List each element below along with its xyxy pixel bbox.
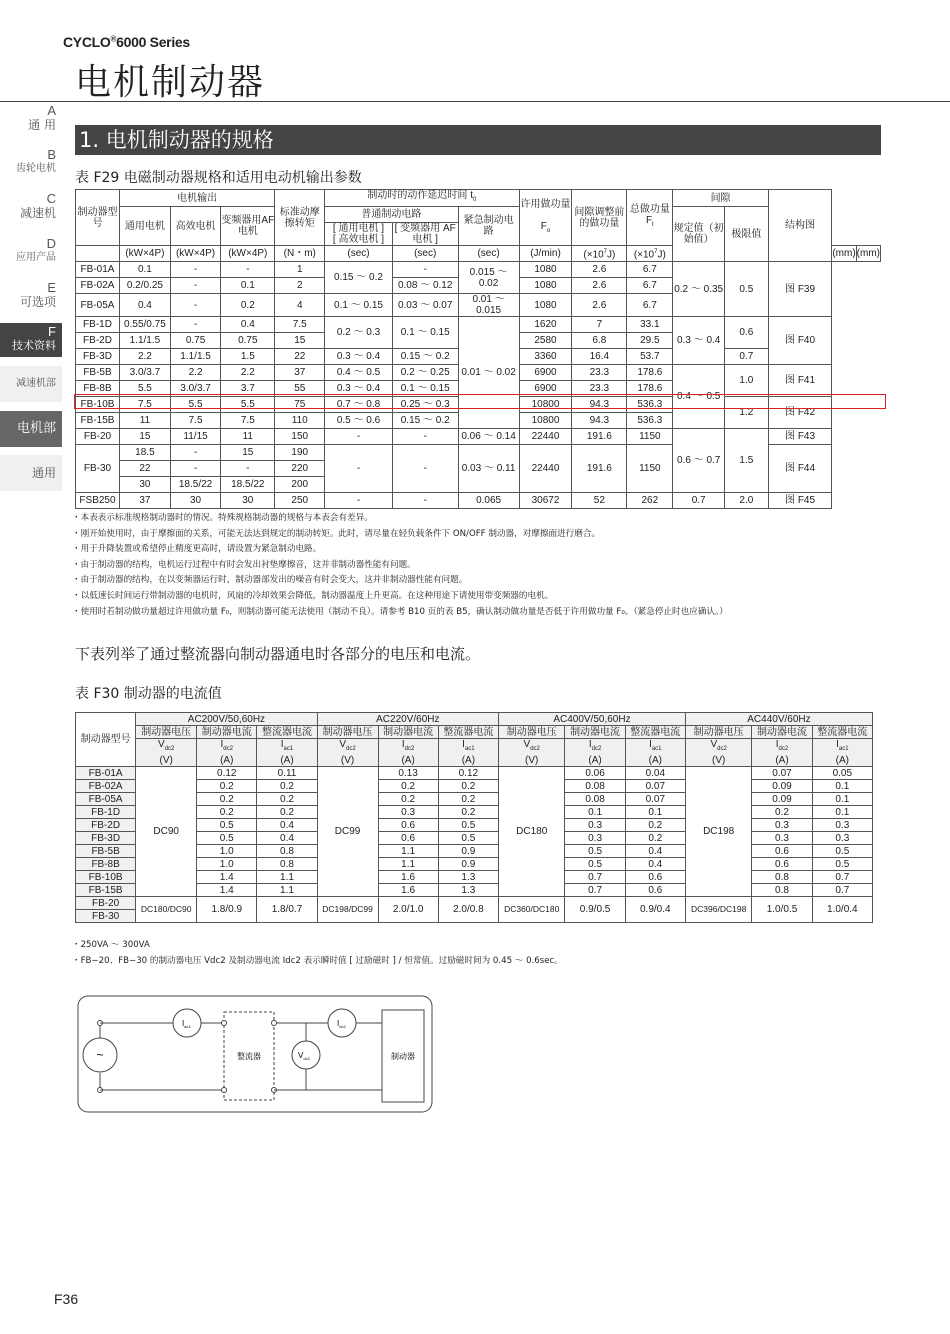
table-cell: DC198/DC99 — [317, 897, 378, 923]
col-delay: 制动时的动作延迟时间 $t_0$ — [325, 190, 519, 207]
sidebar-item-common[interactable]: 通用 — [0, 455, 62, 491]
table-cell: 0.2 — [625, 819, 685, 832]
table-cell: DC180/DC90 — [136, 897, 197, 923]
col-brake-voltage: 制动器电压 — [498, 726, 564, 739]
col-gap-work: 间隙调整前的做功量 — [572, 190, 627, 246]
table-cell: 0.7 — [565, 871, 625, 884]
table-cell: 0.09 — [752, 793, 812, 806]
table-cell: 0.4 — [625, 858, 685, 871]
table-cell: 0.5 — [438, 832, 498, 845]
col-figure: 结构图 — [768, 190, 832, 262]
voltage-cell: DC198 — [685, 767, 751, 897]
table-cell: 0.8 — [752, 871, 812, 884]
table-cell: 0.5 — [565, 845, 625, 858]
table-cell: 0.5 — [812, 845, 872, 858]
model-cell: FB-1D — [76, 806, 136, 819]
col-brake-current: 制动器电流 — [565, 726, 625, 739]
table-cell: 0.3 — [812, 819, 872, 832]
table-cell: 0.7 — [812, 884, 872, 897]
unit-cell: $I_{dc2}$ (A) — [378, 739, 438, 767]
unit-cell: $V_{dc2}$ (V) — [317, 739, 378, 767]
table-cell: 1.6 — [378, 871, 438, 884]
table-cell: 0.2 — [197, 806, 257, 819]
table-cell: 1.3 — [438, 884, 498, 897]
col-group-1: AC220V/60Hz — [317, 713, 498, 726]
model-cell: FB-2D — [76, 819, 136, 832]
unit: (mm) — [856, 246, 880, 262]
unit-cell: $I_{dc2}$ (A) — [565, 739, 625, 767]
table-cell: 0.2 — [197, 780, 257, 793]
sidebar-item-general[interactable]: A 通 用 — [28, 103, 56, 132]
model-cell: FB-15B — [76, 884, 136, 897]
section-title: 1. 电机制动器的规格 — [75, 125, 881, 155]
sidebar-item-options[interactable]: E 可选项 — [19, 280, 56, 309]
table-cell: 1.0/0.5 — [752, 897, 812, 923]
table-cell: 0.06 — [565, 767, 625, 780]
table-row-highlighted: FB-10B 7.5 5.5 5.5 75 0.7 ～ 0.8 0.25 ～ 0.3 10800 94.3 536.3 1.2 图 F42 — [76, 397, 881, 413]
table-cell: 0.2 — [378, 780, 438, 793]
table-row: FB-5B 3.0/3.7 2.2 2.2 37 0.4 ～ 0.5 0.2 ～ 0.25 6900 23.3 178.6 0.4 ～ 0.5 1.0 图 F41 — [76, 365, 881, 381]
unit: (sec) — [458, 246, 519, 262]
col-brake-voltage: 制动器电压 — [136, 726, 197, 739]
table-cell: 0.5 — [197, 819, 257, 832]
unit: (kW×4P) — [120, 246, 171, 262]
unit-cell: $I_{dc2}$ (A) — [752, 739, 812, 767]
col-brake-voltage: 制动器电压 — [317, 726, 378, 739]
vdc2-meter-icon — [292, 1041, 320, 1069]
table-cell: DC360/DC180 — [498, 897, 564, 923]
table-cell: 0.2 — [438, 793, 498, 806]
table-cell: 0.5 — [812, 858, 872, 871]
table-cell: 1.1 — [378, 845, 438, 858]
table-cell: 0.2 — [378, 793, 438, 806]
col-brake-current: 制动器电流 — [378, 726, 438, 739]
model-cell: FB-3D — [76, 832, 136, 845]
col-gap-limit: 极限值 — [724, 207, 768, 262]
unit-model — [76, 246, 120, 262]
table-cell: 0.4 — [257, 819, 317, 832]
table-cell: 1.1 — [257, 871, 317, 884]
table-cell: 1.1 — [378, 858, 438, 871]
table-cell: 0.1 — [565, 806, 625, 819]
table-cell: 0.9/0.5 — [565, 897, 625, 923]
table-cell: 0.3 — [752, 819, 812, 832]
model-cell: FB-30 — [76, 910, 136, 923]
model-cell: FB-5B — [76, 845, 136, 858]
iac1-meter-icon — [173, 1009, 201, 1037]
col-allowable-work: 许用做功量 $F_o$ — [519, 190, 572, 246]
table-row — [76, 897, 873, 910]
ac-source-label: ~ — [96, 1048, 104, 1062]
table-cell: 1.1 — [257, 884, 317, 897]
col-model: 制动器型号 — [76, 713, 136, 767]
table-cell: 0.6 — [378, 832, 438, 845]
col-general-motor: 通用电机 — [120, 207, 171, 246]
table-cell: 0.7 — [812, 871, 872, 884]
sidebar-item-motor-part[interactable]: 电机部 — [0, 411, 62, 447]
col-brake-current: 制动器电流 — [197, 726, 257, 739]
table-cell: 1.8/0.7 — [257, 897, 317, 923]
table-cell: 0.1 — [625, 806, 685, 819]
unit-cell: $I_{ac1}$ (A) — [257, 739, 317, 767]
table-cell: 0.5 — [565, 858, 625, 871]
table-cell: 0.1 — [812, 780, 872, 793]
col-total-work: 总做功量 $F_t$ — [627, 190, 673, 246]
col-torque: 标准动摩擦转矩 — [275, 190, 325, 246]
table-cell: 0.6 — [752, 845, 812, 858]
sidebar-item-technical[interactable]: F 技术资料 — [0, 323, 62, 357]
table-cell: 0.2 — [625, 832, 685, 845]
unit: (kW×4P) — [170, 246, 221, 262]
table-cell: 0.3 — [752, 832, 812, 845]
table-cell: 0.2 — [257, 806, 317, 819]
col-normal-inverter: [ 变频器用 AF 电机 ] — [392, 223, 458, 246]
table-row: FB-20 15 11/15 11 150 - - 0.06 ～ 0.14 22440 191.6 1150 0.6 ～ 0.7 1.5 图 F43 — [76, 429, 881, 445]
table-cell: 0.2 — [257, 780, 317, 793]
table-row: FB-3D 2.2 1.1/1.5 1.5 22 0.3 ～ 0.4 0.15 ～ 0.2 3360 16.4 53.7 0.7 — [76, 349, 881, 365]
table-cell: 0.12 — [438, 767, 498, 780]
table-cell: 0.2 — [197, 793, 257, 806]
brake-current-table — [75, 712, 873, 923]
col-emergency-circuit: 紧急制动电路 — [458, 207, 519, 246]
col-normal-general: [ 通用电机 ] [ 高效电机 ] — [325, 223, 393, 246]
table-row: 22 - - 220 — [76, 461, 881, 477]
table-cell: 1.3 — [438, 871, 498, 884]
table-cell: 0.3 — [812, 832, 872, 845]
unit: (J/min) — [519, 246, 572, 262]
table-cell: 0.9 — [438, 858, 498, 871]
voltage-cell: DC90 — [136, 767, 197, 897]
page-number: F36 — [54, 1291, 79, 1307]
intro-paragraph: 下表列举了通过整流器向制动器通电时各部分的电压和电流。 — [75, 645, 481, 663]
table-cell: 1.4 — [197, 871, 257, 884]
sidebar-item-reducer[interactable]: C 减速机 — [19, 191, 56, 220]
unit: $(\times 10^7J)$ — [572, 246, 627, 262]
brake-spec-table — [75, 189, 881, 509]
voltage-cell: DC180 — [498, 767, 564, 897]
iac1-label: $I_{ac1}$ — [182, 1019, 191, 1029]
table-cell: 0.5 — [197, 832, 257, 845]
unit: (N・m) — [275, 246, 325, 262]
unit-cell: $I_{ac1}$ (A) — [625, 739, 685, 767]
table-cell: 0.08 — [565, 780, 625, 793]
col-group-2: AC400V/50,60Hz — [498, 713, 685, 726]
table-cell: 0.08 — [565, 793, 625, 806]
table-cell: 0.8 — [752, 884, 812, 897]
col-rectifier-current: 整流器电流 — [257, 726, 317, 739]
table-cell: 0.2 — [752, 806, 812, 819]
table-cell: 0.4 — [257, 832, 317, 845]
col-normal-circuit: 普通制动电路 — [325, 207, 458, 223]
table-f30-caption: 表 F30 制动器的电流值 — [75, 686, 222, 702]
table-cell: 0.6 — [752, 858, 812, 871]
table-cell: 0.09 — [752, 780, 812, 793]
model-cell: FB-01A — [76, 767, 136, 780]
table-cell: 1.4 — [197, 884, 257, 897]
table-cell: 0.07 — [625, 780, 685, 793]
unit: $(\times 10^7J)$ — [627, 246, 673, 262]
table-cell: 0.12 — [197, 767, 257, 780]
table-cell: 0.11 — [257, 767, 317, 780]
table-cell: 1.0 — [197, 858, 257, 871]
col-rectifier-current: 整流器电流 — [812, 726, 872, 739]
sidebar-item-applications[interactable]: D 应用产品 — [16, 236, 56, 263]
vdc2-label: $V_{dc2}$ — [298, 1051, 310, 1061]
unit-cell: $V_{dc2}$ (V) — [498, 739, 564, 767]
col-brake-current: 制动器电流 — [752, 726, 812, 739]
table-row: FSB250 37 30 30 250 - - 0.065 30672 52 262 0.7 2.0 图 F45 — [76, 493, 881, 509]
model-cell: FB-02A — [76, 780, 136, 793]
brake-label: 制动器 — [391, 1052, 415, 1061]
voltage-cell: DC99 — [317, 767, 378, 897]
unit-cell: $V_{dc2}$ (V) — [136, 739, 197, 767]
table-cell: 0.2 — [257, 793, 317, 806]
table-cell: 0.2 — [438, 780, 498, 793]
table-cell: 1.0 — [197, 845, 257, 858]
table-cell: 0.07 — [625, 793, 685, 806]
model-cell: FB-20 — [76, 897, 136, 910]
table-cell: 0.2 — [438, 806, 498, 819]
table-cell: 1.6 — [378, 884, 438, 897]
table-cell: 0.9/0.4 — [625, 897, 685, 923]
table-cell: 2.0/1.0 — [378, 897, 438, 923]
table-cell: 0.5 — [438, 819, 498, 832]
table-cell: 0.8 — [257, 858, 317, 871]
table-row: FB-8B 5.5 3.0/3.7 3.7 55 0.3 ～ 0.4 0.1 ～ 0.15 6900 23.3 178.6 — [76, 381, 881, 397]
idc2-meter-icon — [328, 1009, 356, 1037]
model-cell: FB-8B — [76, 858, 136, 871]
table-row: FB-01A 0.1 - - 1 0.15 ～ 0.2 - 0.015 ～ 0.02 1080 2.6 6.7 0.2 ～ 0.35 0.5 图 F39 — [76, 262, 881, 278]
table-cell: 0.6 — [625, 884, 685, 897]
table-row — [76, 767, 873, 780]
table-cell: 0.05 — [812, 767, 872, 780]
table-row: FB-2D 1.1/1.5 0.75 0.75 15 2580 6.8 29.5 — [76, 333, 881, 349]
col-rectifier-current: 整流器电流 — [438, 726, 498, 739]
table-row: FB-15B 11 7.5 7.5 110 0.5 ～ 0.6 0.15 ～ 0.2 10800 94.3 536.3 — [76, 413, 881, 429]
col-motor-output: 电机输出 — [120, 190, 275, 207]
highlight-box — [74, 394, 886, 409]
table-cell: 0.13 — [378, 767, 438, 780]
table-cell: 2.0/0.8 — [438, 897, 498, 923]
col-efficient-motor: 高效电机 — [170, 207, 221, 246]
unit: (kW×4P) — [221, 246, 275, 262]
page-title: 电机制动器 — [75, 62, 266, 103]
table-row: FB-1D 0.55/0.75 - 0.4 7.5 0.2 ～ 0.3 0.1 ～ 0.15 0.01 ～ 0.02 1620 7 33.1 0.3 ～ 0.4 0.6 图 F40 — [76, 317, 881, 333]
unit: (sec) — [325, 246, 393, 262]
col-model: 制动器型号 — [76, 190, 120, 246]
model-cell: FB-10B — [76, 871, 136, 884]
table-cell: 0.3 — [565, 819, 625, 832]
col-gap: 间隙 — [673, 190, 768, 207]
unit: (mm) — [832, 246, 856, 262]
table-cell: 0.07 — [752, 767, 812, 780]
col-inverter-motor: 变频器用AF 电机 — [221, 207, 275, 246]
header-divider — [0, 101, 950, 102]
unit-cell: $I_{ac1}$ (A) — [438, 739, 498, 767]
col-gap-spec: 规定值（初始值） — [673, 207, 725, 262]
series-title: CYCLO®6000 Series — [63, 34, 190, 50]
table-cell: 0.04 — [625, 767, 685, 780]
table-cell: 0.1 — [812, 793, 872, 806]
notes-f30: ・250VA ～ 300VA ・FB−20、FB−30 的制动器电压 Vdc2 及制动器电流 Idc2 表示瞬时值 [ 过励磁时 ] / 恒常值。过励磁时间为 0.45 ～ 0.6sec。 — [72, 940, 563, 966]
unit-cell: $I_{ac1}$ (A) — [812, 739, 872, 767]
col-brake-voltage: 制动器电压 — [685, 726, 751, 739]
table-cell: 0.4 — [625, 845, 685, 858]
sidebar-item-gearmotor[interactable]: B 齿轮电机 — [16, 147, 56, 174]
table-cell: 0.6 — [625, 871, 685, 884]
table-cell: 1.0/0.4 — [812, 897, 872, 923]
table-row: FB-30 18.5 - 15 190 - - 0.03 ～ 0.11 22440 191.6 1150 图 F44 — [76, 445, 881, 461]
notes-f29: ・本表表示标准规格制动器时的情况。特殊规格制动器的规格与本表会有差异。 ・刚开始使用时，由于摩擦面的关系，可能无法达到规定的制动转矩。此时，请尽量在轻负载条件下 ON/OFF 制动器，对摩擦面进行磨合。 ・用于升降装置或希望停止精度更高时，请设置为紧急制动电路。 ・由于制动器的结构，电机运行过程中有时会发出衬垫摩擦音，这并非制动器性能有问题。 ・由于制动器的结构，在以变频器运行时，制动器部发出的噪音有时会变大，这并非制动器性能有问题。 ・以低速长时间运行带制动器的电机时，风扇的冷却效果会降低，制动器温度上升更高。在这种用途下请使用带变频器的电机。 ・使用时若制动做功量超过许用做功量 F₀，则制动器可能无法使用（制动不良）。请参考 B10 页的表 B5，确认制动做功量是否低于许用做功量 F₀。（紧急停止时也应确认。） — [72, 513, 728, 617]
table-cell: DC396/DC198 — [685, 897, 751, 923]
table-row: FB-05A 0.4 - 0.2 4 0.1 ～ 0.15 0.03 ～ 0.07 0.01 ～ 0.015 1080 2.6 6.7 — [76, 294, 881, 317]
col-group-3: AC440V/60Hz — [685, 713, 872, 726]
unit-cell: $I_{dc2}$ (A) — [197, 739, 257, 767]
table-cell: 0.3 — [565, 832, 625, 845]
table-cell: 1.8/0.9 — [197, 897, 257, 923]
table-row: 30 18.5/22 18.5/22 200 — [76, 477, 881, 493]
table-f29-caption: 表 F29 电磁制动器规格和适用电动机输出参数 — [75, 170, 362, 186]
sidebar-item-reducer-part[interactable]: 减速机部 — [0, 366, 62, 402]
model-cell: FB-05A — [76, 793, 136, 806]
rectifier-label: 整流器 — [237, 1052, 261, 1061]
unit-cell: $V_{dc2}$ (V) — [685, 739, 751, 767]
table-cell: 0.7 — [565, 884, 625, 897]
unit: (sec) — [392, 246, 458, 262]
circuit-diagram — [76, 994, 436, 1114]
table-cell: 0.8 — [257, 845, 317, 858]
table-cell: 0.9 — [438, 845, 498, 858]
idc2-label: $I_{dc2}$ — [337, 1019, 346, 1029]
table-cell: 0.3 — [378, 806, 438, 819]
table-cell: 0.6 — [378, 819, 438, 832]
col-rectifier-current: 整流器电流 — [625, 726, 685, 739]
table-cell: 0.1 — [812, 806, 872, 819]
table-row: FB-02A 0.2/0.25 - 0.1 2 0.08 ～ 0.12 1080 2.6 6.7 — [76, 278, 881, 294]
col-group-0: AC200V/50,60Hz — [136, 713, 317, 726]
